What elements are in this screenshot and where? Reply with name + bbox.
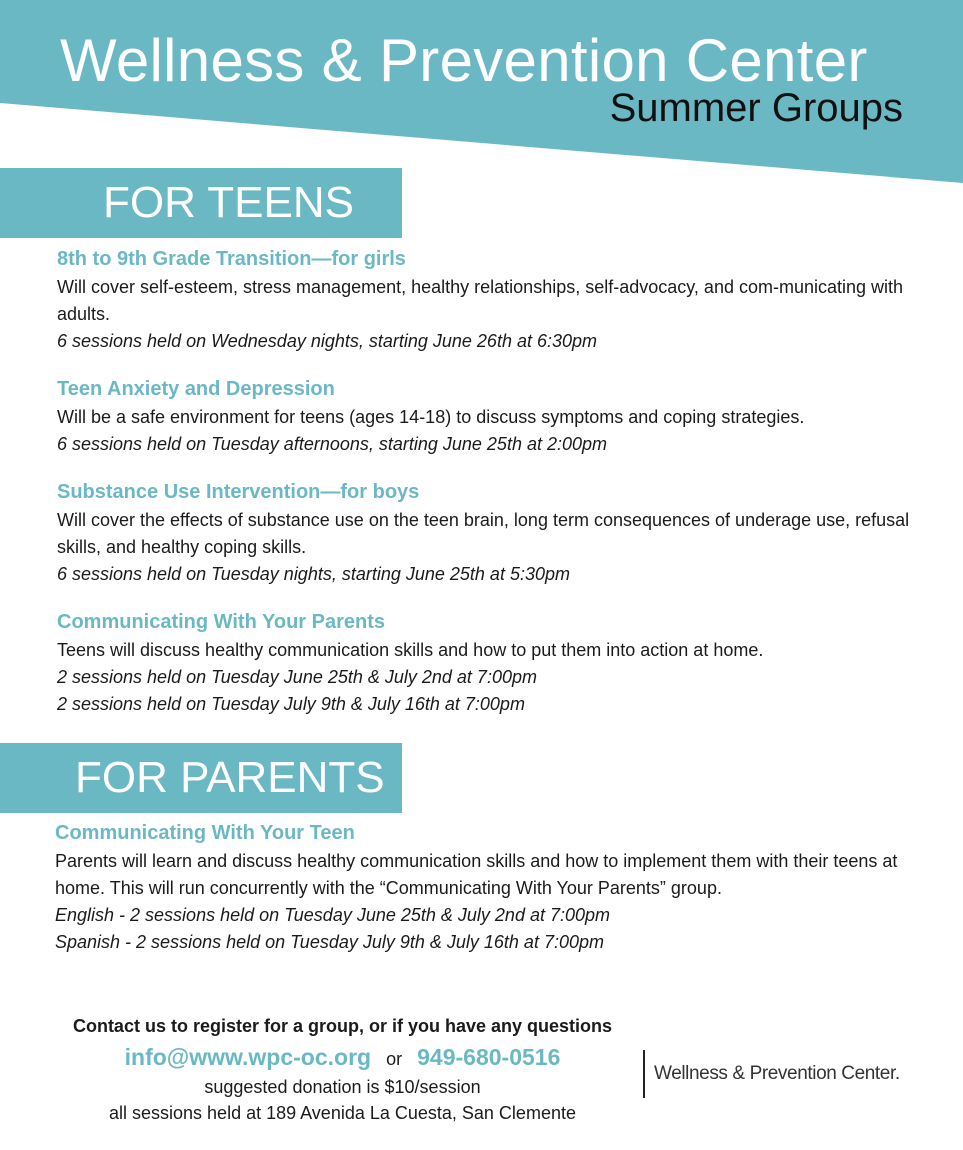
or-text: or bbox=[386, 1049, 403, 1069]
phone-link[interactable]: 949-680-0516 bbox=[417, 1044, 561, 1070]
group-description: Teens will discuss healthy communication skills and how to put them into action at home. bbox=[57, 640, 764, 660]
group-title: Substance Use Intervention—for boys bbox=[57, 481, 420, 503]
logo-wordmark: Wellness & Prevention Center. bbox=[654, 1063, 900, 1084]
group-title: Teen Anxiety and Depression bbox=[57, 378, 335, 400]
group-title: Communicating With Your Parents bbox=[57, 611, 385, 633]
group-schedule: Spanish - 2 sessions held on Tuesday July 9th & July 16th at 7:00pm bbox=[55, 932, 604, 952]
group-title: 8th to 9th Grade Transition—for girls bbox=[57, 248, 406, 270]
group-description: Will cover the effects of substance use on the teen brain, long term consequences of underage use, refusal skills, and healthy coping skills. bbox=[57, 510, 910, 557]
group-description: Parents will learn and discuss healthy communication skills and how to implement them with their teens at home. This will run concurrently with the “Communicating With Your Parents” group. bbox=[55, 851, 898, 898]
logo-divider bbox=[643, 1050, 645, 1098]
group-grade-transition bbox=[57, 246, 927, 355]
group-schedule: 6 sessions held on Tuesday nights, starting June 25th at 5:30pm bbox=[57, 564, 570, 584]
contact-block bbox=[40, 1013, 645, 1126]
group-title: Communicating With Your Teen bbox=[55, 822, 355, 844]
location-text: all sessions held at 189 Avenida La Cuesta, San Clemente bbox=[109, 1103, 576, 1123]
group-schedule: English - 2 sessions held on Tuesday June 25th & July 2nd at 7:00pm bbox=[55, 905, 611, 925]
group-schedule: 2 sessions held on Tuesday July 9th & July 16th at 7:00pm bbox=[57, 694, 525, 714]
group-substance-use bbox=[57, 479, 927, 588]
group-communicating-parents bbox=[57, 609, 927, 718]
section-label-parents: FOR PARENTS bbox=[0, 743, 402, 813]
group-description: Will cover self-esteem, stress management, healthy relationships, self-advocacy, and com-municating with adults. bbox=[57, 277, 904, 324]
contact-heading: Contact us to register for a group, or if you have any questions bbox=[72, 1016, 613, 1036]
group-schedule: 6 sessions held on Wednesday nights, starting June 26th at 6:30pm bbox=[57, 331, 598, 351]
contact-links bbox=[40, 1044, 645, 1072]
group-teen-anxiety bbox=[57, 376, 927, 458]
donation-text: suggested donation is $10/session bbox=[204, 1077, 481, 1097]
group-communicating-teen bbox=[55, 820, 935, 956]
section-label-teens: FOR TEENS bbox=[0, 168, 402, 238]
group-schedule: 2 sessions held on Tuesday June 25th & July 2nd at 7:00pm bbox=[57, 667, 537, 687]
email-link[interactable]: info@www.wpc-oc.org bbox=[124, 1044, 372, 1070]
group-description: Will be a safe environment for teens (ages 14-18) to discuss symptoms and coping strategies. bbox=[57, 407, 805, 427]
group-schedule: 6 sessions held on Tuesday afternoons, starting June 25th at 2:00pm bbox=[57, 434, 608, 454]
page-subtitle: Summer Groups bbox=[609, 86, 903, 130]
page-title: Wellness & Prevention Center bbox=[60, 27, 868, 94]
